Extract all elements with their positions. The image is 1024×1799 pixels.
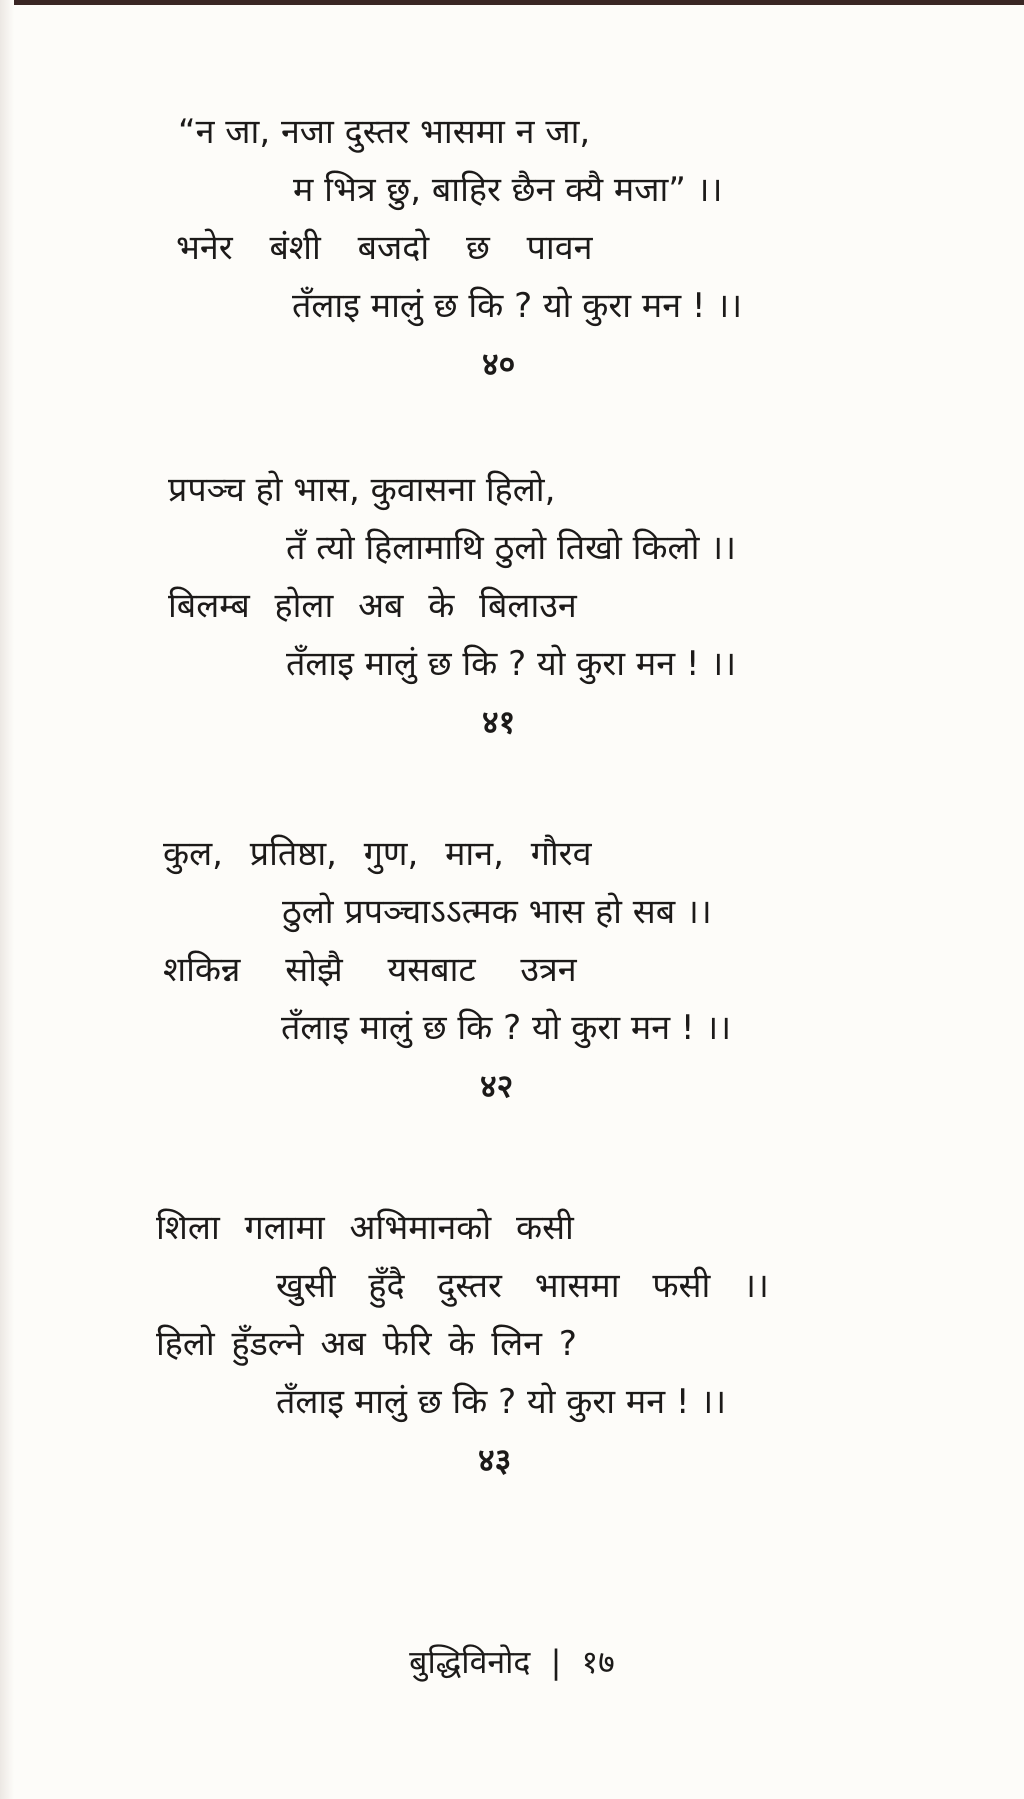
verse-stanza-41 (0, 470, 1024, 770)
verse-line: तँलाइ मालुं छ कि ? यो कुरा मन ! ।। (292, 286, 743, 326)
verse-line: बिलम्ब होला अब के बिलाउन (168, 586, 577, 626)
verse-line: शिला गलामा अभिमानको कसी (156, 1208, 574, 1248)
verse-stanza-40 (0, 112, 1024, 412)
verse-line: कुल, प्रतिष्ठा, गुण, मान, गौरव (163, 834, 592, 874)
verse-line: खुसी हुँदै दुस्तर भासमा फसी ।। (276, 1266, 769, 1306)
footer-separator: | (550, 1643, 562, 1681)
verse-line: तँलाइ मालुं छ कि ? यो कुरा मन ! ।। (286, 644, 737, 684)
verse-line: भनेर बंशी बजदो छ पावन (176, 228, 593, 268)
verse-line: “न जा, नजा दुस्तर भासमा न जा, (178, 112, 591, 152)
verse-stanza-42 (0, 834, 1024, 1134)
verse-line: तँलाइ मालुं छ कि ? यो कुरा मन ! ।। (276, 1382, 727, 1422)
verse-line: म भित्र छु, बाहिर छैन क्यै मजा” ।। (293, 170, 723, 210)
verse-number: ४२ (480, 1067, 514, 1105)
verse-line: ठुलो प्रपञ्चाऽऽत्मक भास हो सब ।। (282, 892, 712, 932)
verse-number: ४१ (482, 703, 516, 741)
verse-line: तँलाइ मालुं छ कि ? यो कुरा मन ! ।। (281, 1008, 732, 1048)
page-footer (0, 1640, 1024, 1684)
verse-stanza-43 (0, 1208, 1024, 1508)
page-number: १७ (581, 1643, 615, 1681)
book-title: बुद्धिविनोद (409, 1643, 531, 1681)
verse-line: हिलो हुँडल्ने अब फेरि के लिन ? (156, 1324, 577, 1364)
verse-line: प्रपञ्च हो भास, कुवासना हिलो, (168, 470, 556, 510)
verse-number: ४० (482, 345, 516, 383)
verse-line: तँ त्यो हिलामाथि ठुलो तिखो किलो ।। (286, 528, 736, 568)
page-top-edge (0, 0, 1024, 5)
verse-number: ४३ (478, 1441, 512, 1479)
verse-line: शकिन्न सोझै यसबाट उत्रन (163, 950, 577, 990)
